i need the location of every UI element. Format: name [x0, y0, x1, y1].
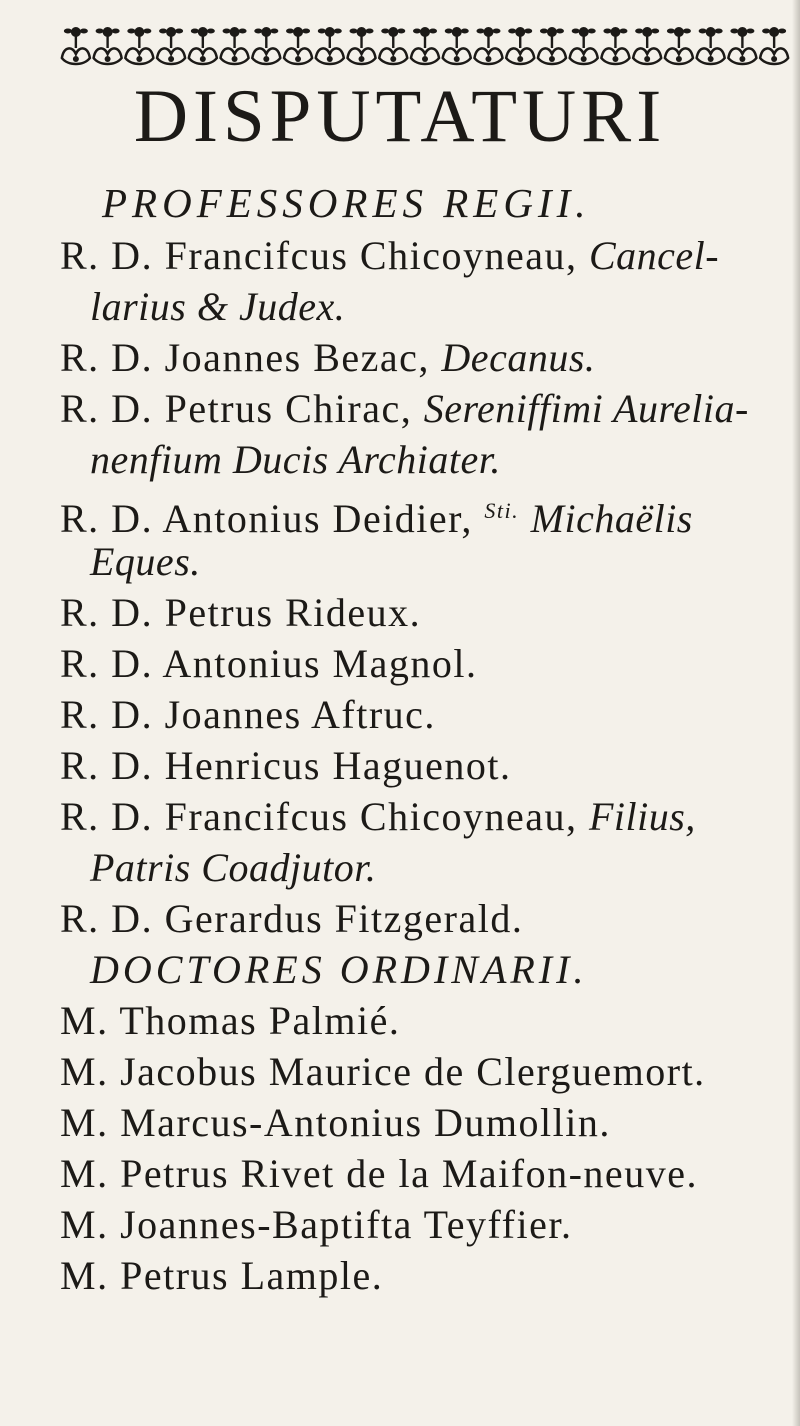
list-item	[60, 383, 790, 434]
entry-title: Filius,	[588, 794, 696, 839]
list-item-continuation	[60, 536, 790, 587]
list-item-continuation	[60, 434, 790, 485]
fleuron-icon	[633, 27, 661, 64]
entry-title: nenfium Ducis Archiater.	[90, 437, 501, 482]
entry-name: Marcus-Antonius Dumollin.	[120, 1100, 611, 1145]
entry-name: Petrus Chirac,	[164, 386, 413, 431]
list-item-continuation	[60, 842, 790, 893]
entry-prefix: R. D.	[60, 590, 154, 635]
entry-title: Sereniffimi Aurelia-	[423, 386, 749, 431]
entry-name: Jacobus Maurice de Clerguemort.	[120, 1049, 706, 1094]
fleuron-icon	[697, 27, 725, 64]
fleuron-icon	[760, 27, 788, 64]
list-item	[60, 995, 790, 1046]
entry-prefix: M.	[60, 1151, 109, 1196]
entry-title: Eques.	[90, 539, 201, 584]
entry-title-abbreviation: Sti.	[484, 498, 520, 523]
entry-prefix: R. D.	[60, 896, 154, 941]
list-item	[60, 791, 790, 842]
entry-name: Thomas Palmié.	[119, 998, 401, 1043]
list-item	[60, 638, 790, 689]
fleuron-icon	[538, 27, 566, 64]
entry-name: Petrus Rideux.	[164, 590, 422, 635]
fleuron-icon	[474, 27, 502, 64]
fleuron-band-icon	[60, 22, 790, 70]
entry-title: Patris Coadjutor.	[90, 845, 377, 890]
entry-prefix: M.	[60, 1049, 109, 1094]
list-item	[60, 1097, 790, 1148]
fleuron-icon	[316, 27, 344, 64]
entry-title: larius & Judex.	[90, 284, 346, 329]
entry-prefix: R. D.	[60, 743, 154, 788]
fleuron-icon	[94, 27, 122, 64]
entry-prefix: R. D.	[60, 794, 154, 839]
list-item	[60, 587, 790, 638]
fleuron-icon	[252, 27, 280, 64]
entry-prefix: M.	[60, 998, 109, 1043]
list-item	[60, 1199, 790, 1250]
fleuron-icon	[570, 27, 598, 64]
entry-name: Joannes-Baptifta Teyffier.	[120, 1202, 573, 1247]
entry-name: Henricus Haguenot.	[164, 743, 512, 788]
entry-name: Petrus Rivet de la Maifon-neuve.	[120, 1151, 698, 1196]
entry-prefix: R. D.	[60, 496, 154, 541]
page-title: DISPUTATURI	[133, 75, 667, 158]
list-item	[60, 230, 790, 281]
fleuron-icon	[221, 27, 249, 64]
entry-title: Cancel-	[588, 233, 720, 278]
entry-prefix: M.	[60, 1202, 109, 1247]
fleuron-icon	[157, 27, 185, 64]
list-item	[60, 1046, 790, 1097]
entry-title: Decanus.	[441, 335, 596, 380]
fleuron-icon	[379, 27, 407, 64]
list-item	[60, 740, 790, 791]
list-item	[60, 332, 790, 383]
fleuron-icon	[443, 27, 471, 64]
list-item	[60, 1250, 790, 1301]
entry-prefix: M.	[60, 1100, 109, 1145]
entry-name: Francifcus Chicoyneau,	[164, 794, 578, 839]
fleuron-icon	[601, 27, 629, 64]
entry-name: Francifcus Chicoyneau,	[164, 233, 578, 278]
fleuron-icon	[62, 27, 90, 64]
page-edge-shadow	[792, 0, 800, 1426]
entry-name: Joannes Bezac,	[164, 335, 430, 380]
entry-prefix: R. D.	[60, 233, 154, 278]
section-heading-doctores: DOCTORES ORDINARII.	[90, 947, 588, 992]
entry-prefix: R. D.	[60, 692, 154, 737]
fleuron-icon	[506, 27, 534, 64]
entry-name: Antonius Deidier,	[162, 496, 473, 541]
entry-name: Joannes Aftruc.	[164, 692, 436, 737]
entry-name: Antonius Magnol.	[162, 641, 478, 686]
list-item	[60, 485, 790, 541]
fleuron-icon	[284, 27, 312, 64]
names-list	[60, 230, 790, 1301]
list-item-continuation	[60, 281, 790, 332]
fleuron-icon	[665, 27, 693, 64]
fleuron-icon	[411, 27, 439, 64]
section-heading-professores: PROFESSORES REGII.	[102, 180, 591, 226]
entry-name: Gerardus Fitzgerald.	[164, 896, 524, 941]
entry-prefix: R. D.	[60, 641, 154, 686]
list-item	[60, 893, 790, 944]
fleuron-icon	[125, 27, 153, 64]
fleuron-icon	[728, 27, 756, 64]
list-item	[60, 1148, 790, 1199]
entry-title: Michaëlis	[530, 496, 693, 541]
fleuron-icon	[348, 27, 376, 64]
fleuron-icon	[189, 27, 217, 64]
list-item	[60, 689, 790, 740]
entry-prefix: R. D.	[60, 335, 154, 380]
entry-prefix: R. D.	[60, 386, 154, 431]
entry-name: Petrus Lample.	[120, 1253, 384, 1298]
entry-prefix: M.	[60, 1253, 109, 1298]
